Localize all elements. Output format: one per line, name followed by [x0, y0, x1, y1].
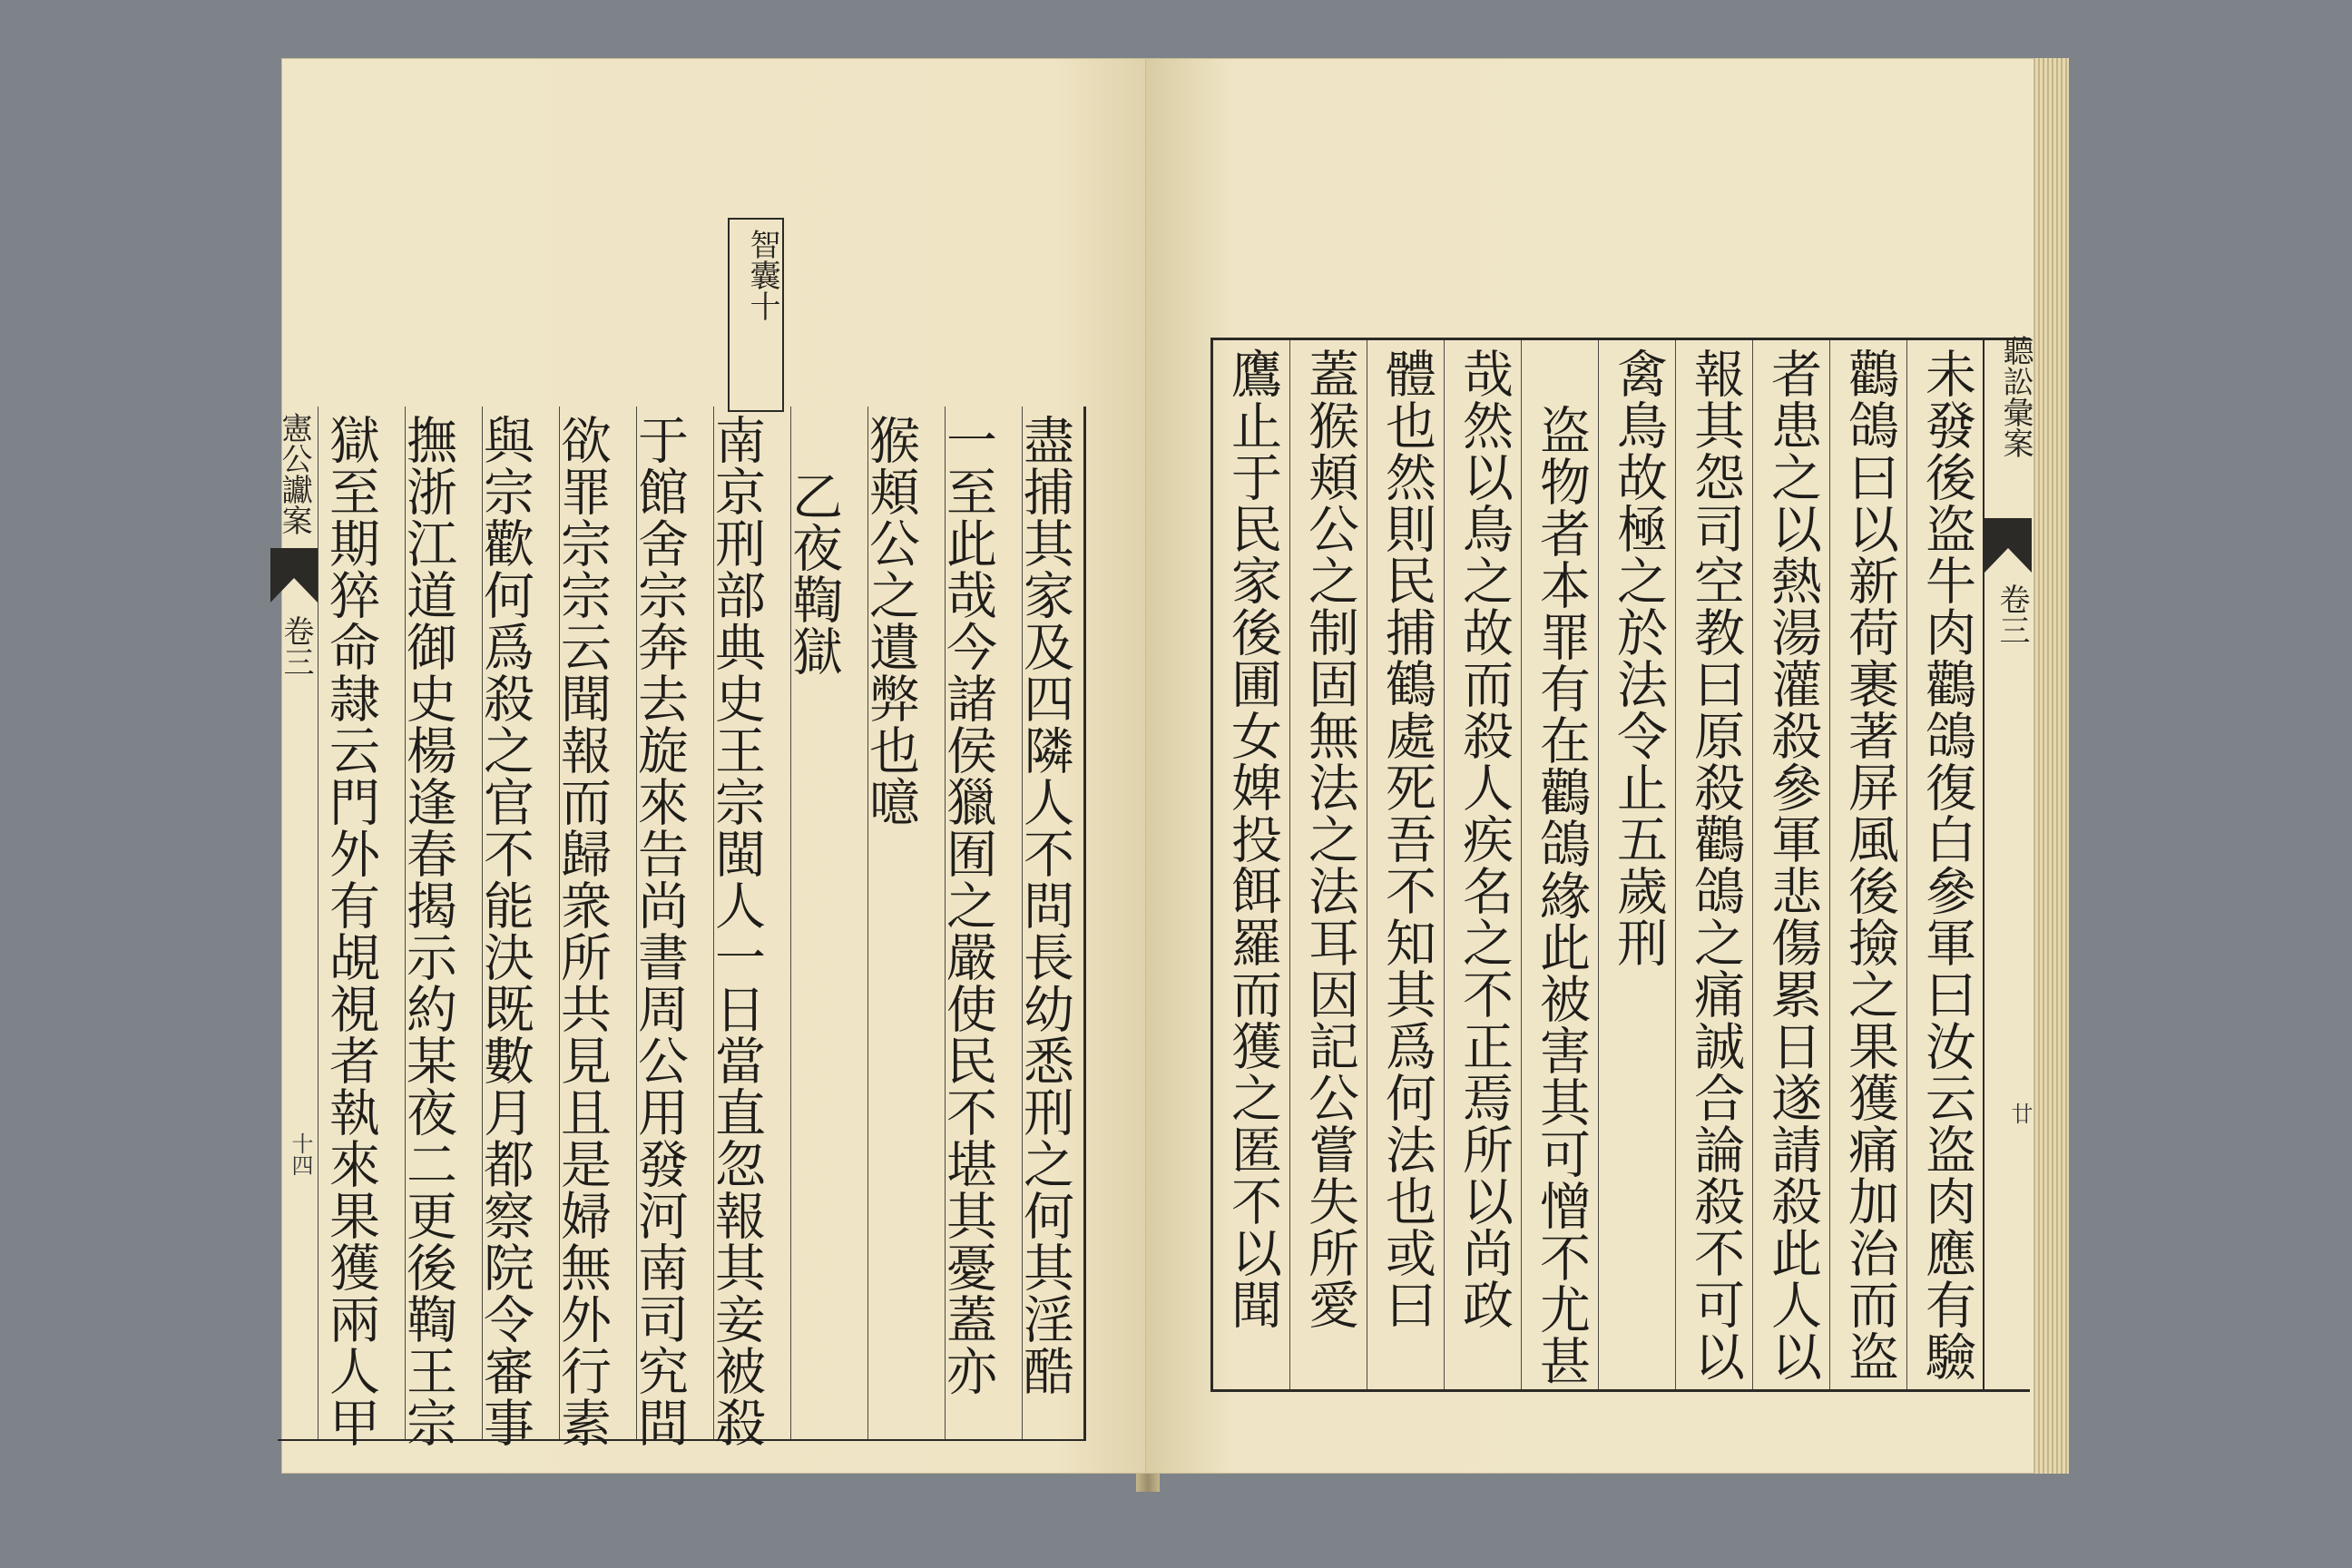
- text-column-2: 鸛鴿曰以新荷裹著屏風後撿之果獲痛加治而盗: [1840, 348, 1899, 1382]
- right-margin-title: 聽訟彙案: [1997, 335, 2034, 458]
- open-book: [272, 58, 2065, 1503]
- left-page-number: 十四: [288, 1132, 313, 1176]
- column-rule: [1906, 340, 1907, 1389]
- text-column-5: 南京刑部典史王宗閩人一日當直忽報其妾被殺: [707, 414, 766, 1448]
- column-rule: [1752, 340, 1753, 1389]
- column-rule: [1444, 340, 1445, 1389]
- left-margin-volume: 卷三: [278, 615, 314, 677]
- text-column-5: 禽鳥故極之於法令止五歲刑: [1609, 348, 1668, 968]
- text-column-1: 盡捕其家及四隣人不問長幼悉刑之何其淫酷: [1015, 414, 1074, 1396]
- text-column-6: 盗物者本罪有在鸛鴿緣此被害其可憎不尤甚: [1532, 404, 1591, 1387]
- right-fishtail-mark: [1984, 518, 2032, 573]
- text-column-10: 鷹止于民家後圃女婢投餌羅而獲之匿不以聞: [1223, 348, 1282, 1330]
- text-column-7: 哉然以鳥之故而殺人疾名之不正焉所以尚政: [1455, 348, 1514, 1330]
- text-column-7: 欲罪宗宗云聞報而歸衆所共見且是婦無外行素: [553, 414, 612, 1448]
- text-column-3: 猴頬公之遺弊也噫: [861, 414, 920, 828]
- text-column-4: 乙夜鞫獄: [784, 470, 843, 677]
- left-fishtail-mark: [270, 548, 318, 603]
- text-column-9: 蓋猴頬公之制固無法之法耳因記公嘗失所愛: [1300, 348, 1359, 1330]
- left-page: [276, 58, 1161, 1474]
- left-margin-title: 憲公讞案: [276, 412, 312, 535]
- column-rule: [1983, 340, 1984, 1389]
- column-rule: [1521, 340, 1522, 1389]
- column-rule: [1289, 340, 1290, 1389]
- text-column-9: 撫浙江道御史楊逢春揭示約某夜二更後鞫王宗: [398, 414, 457, 1448]
- text-column-4: 報其怨司空教曰原殺鸛鴿之痛誠合論殺不可以: [1686, 348, 1745, 1382]
- right-page: [1145, 58, 2034, 1474]
- column-rule: [1675, 340, 1676, 1389]
- column-rule: [1598, 340, 1599, 1389]
- column-rule: [1829, 340, 1830, 1389]
- right-text-frame: [1210, 335, 2034, 1392]
- text-column-6: 于館舍宗奔去旋來告尚書周公用發河南司究問: [630, 414, 689, 1448]
- right-margin-volume: 卷三: [1994, 583, 2030, 645]
- right-page-number: 廿: [2007, 1102, 2033, 1124]
- left-text-frame: [276, 407, 1086, 1448]
- text-column-8: 與宗歡何爲殺之官不能決既數月都察院令審事: [475, 414, 534, 1448]
- text-column-3: 者患之以熱湯灌殺參軍悲傷累日遂請殺此人以: [1763, 348, 1822, 1382]
- text-column-10: 獄至期猝命隷云門外有覘視者執來果獲兩人甲: [321, 414, 380, 1448]
- text-column-2: 一至此哉今諸侯獵囿之嚴使民不堪其憂蓋亦: [938, 414, 997, 1396]
- text-column-1: 未發後盗牛肉鸛鴿復白參軍曰汝云盗肉應有驗: [1917, 348, 1976, 1382]
- left-header-box: [728, 218, 784, 412]
- left-header-text: 智囊十: [744, 229, 780, 321]
- text-column-8: 體也然則民捕鶴處死吾不知其爲何法也或曰: [1377, 348, 1436, 1330]
